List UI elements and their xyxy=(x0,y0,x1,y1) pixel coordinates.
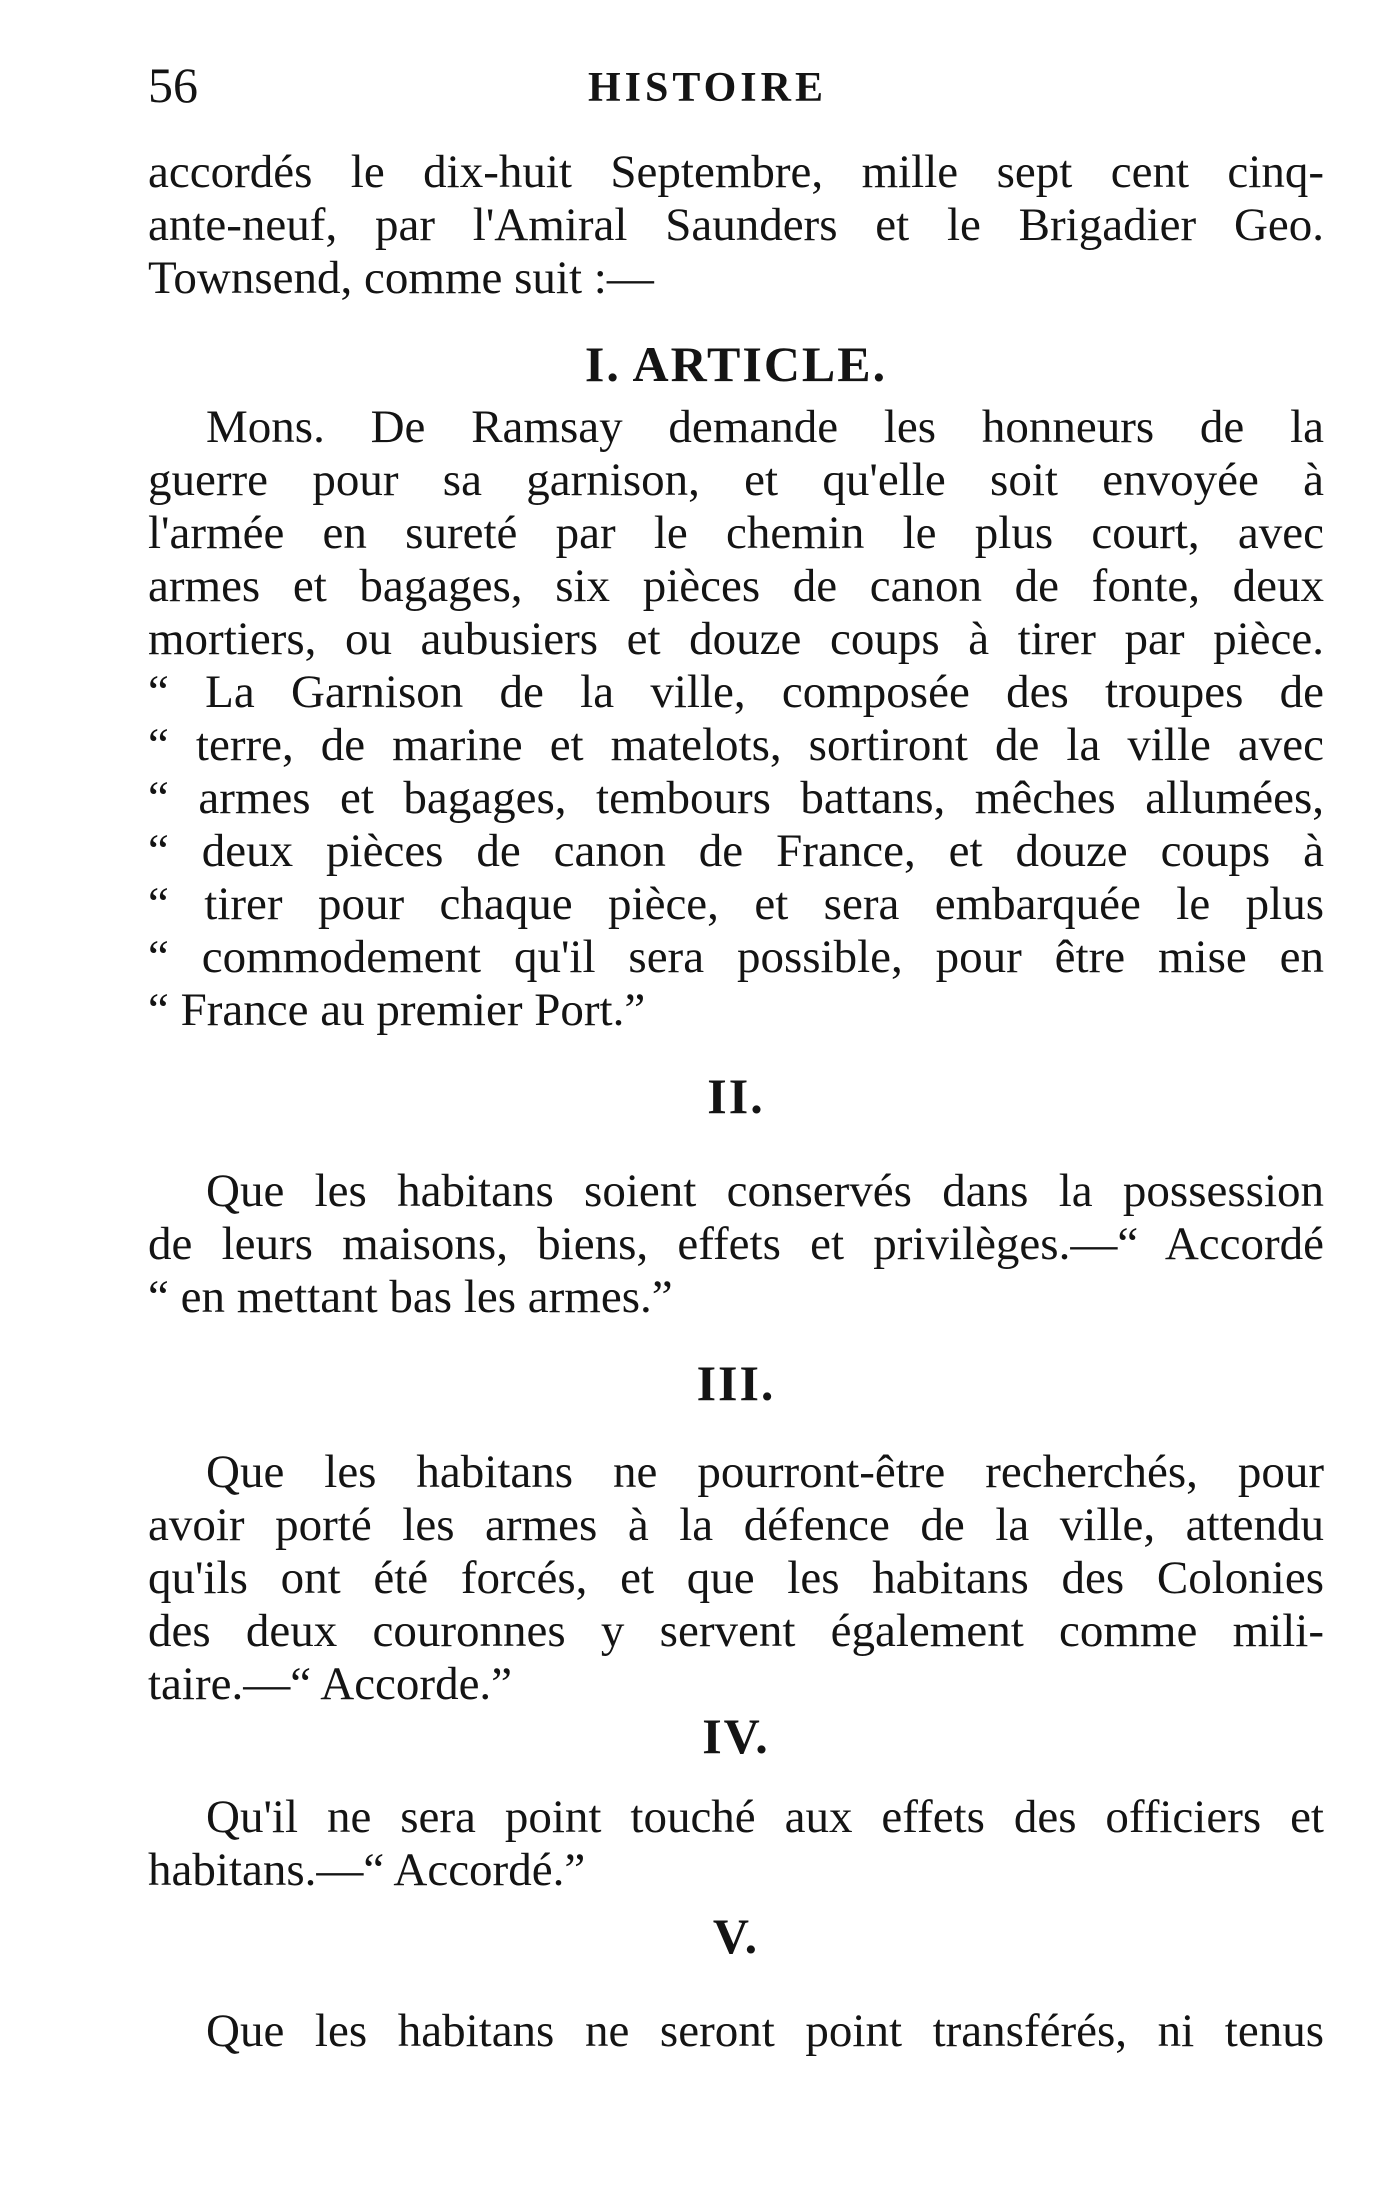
intro-paragraph xyxy=(148,146,1324,305)
text-line: Que les habitans ne pourront-être recherchés, pour xyxy=(206,1446,1324,1498)
text-line: mortiers, ou aubusiers et douze coups à tirer par pièce. xyxy=(148,613,1324,665)
article-paragraph xyxy=(148,1165,1324,1324)
text-line: “ La Garnison de la ville, composée des troupes de xyxy=(148,666,1324,718)
text-line: de leurs maisons, biens, effets et privilèges.—“ Accordé xyxy=(148,1218,1324,1270)
page-number: 56 xyxy=(148,57,198,113)
text-line: “ commodement qu'il sera possible, pour être mise en xyxy=(148,931,1324,983)
text-line: accordés le dix-huit Septembre, mille sept cent cinq- xyxy=(148,146,1324,198)
article-paragraph xyxy=(148,1446,1324,1711)
text-line: des deux couronnes y servent également comme mili- xyxy=(148,1605,1324,1657)
text-line: Townsend, comme suit :— xyxy=(148,252,654,304)
text-line: “ France au premier Port.” xyxy=(148,984,646,1036)
text-line: habitans.—“ Accordé.” xyxy=(148,1844,586,1896)
article-heading: V. xyxy=(712,1908,760,1964)
text-line: Mons. De Ramsay demande les honneurs de la xyxy=(206,401,1324,453)
text-line: “ terre, de marine et matelots, sortiront de la ville avec xyxy=(148,719,1324,771)
text-line: l'armée en sureté par le chemin le plus court, avec xyxy=(148,507,1324,559)
text-line: taire.—“ Accorde.” xyxy=(148,1658,513,1710)
running-head xyxy=(148,50,1324,150)
article-paragraph xyxy=(148,2005,1324,2058)
text-line: armes et bagages, six pièces de canon de fonte, deux xyxy=(148,560,1324,612)
article-heading: IV. xyxy=(702,1708,770,1764)
text-line: Que les habitans ne seront point transférés, ni tenus xyxy=(206,2005,1324,2057)
article-paragraph xyxy=(148,401,1324,1037)
article-heading: II. xyxy=(707,1068,765,1124)
text-line: avoir porté les armes à la défence de la ville, attendu xyxy=(148,1499,1324,1551)
text-line: Qu'il ne sera point touché aux effets des officiers et xyxy=(206,1791,1324,1843)
text-line: ante-neuf, par l'Amiral Saunders et le Brigadier Geo. xyxy=(148,199,1324,251)
running-title: HISTOIRE xyxy=(588,65,827,111)
article-heading: I. ARTICLE. xyxy=(584,336,888,392)
article-paragraph xyxy=(148,1791,1324,1897)
text-line: guerre pour sa garnison, et qu'elle soit envoyée à xyxy=(148,454,1324,506)
text-line: “ deux pièces de canon de France, et douze coups à xyxy=(148,825,1324,877)
text-line: qu'ils ont été forcés, et que les habitans des Colonies xyxy=(148,1552,1324,1604)
article-heading: III. xyxy=(696,1355,776,1411)
text-line: Que les habitans soient conservés dans la possession xyxy=(206,1165,1324,1217)
text-line: “ tirer pour chaque pièce, et sera embarquée le plus xyxy=(148,878,1324,930)
text-line: “ en mettant bas les armes.” xyxy=(148,1271,673,1323)
book-page xyxy=(148,50,1324,2058)
text-line: “ armes et bagages, tembours battans, mêches allumées, xyxy=(148,772,1324,824)
